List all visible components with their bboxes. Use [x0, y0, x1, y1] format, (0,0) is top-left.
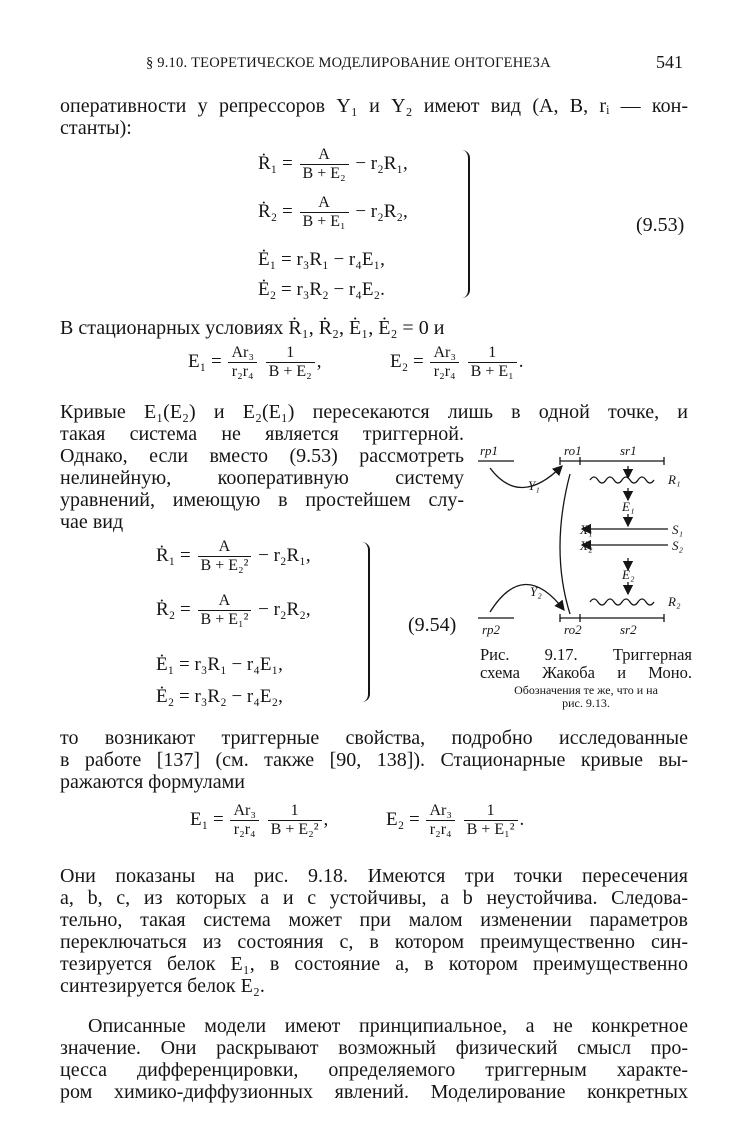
- paragraph-line: станты):: [60, 117, 132, 139]
- fraction: [300, 194, 349, 231]
- denominator: B + E₁²: [198, 610, 252, 629]
- equation-lhs: E₁ =: [190, 808, 224, 830]
- numerator: A: [318, 146, 330, 163]
- equation-lhs: Ṙ₁ =: [156, 544, 191, 566]
- label-sr1: sr1: [620, 443, 637, 458]
- paragraph-line: синтезируется белок E₂.: [60, 975, 265, 997]
- label-y1: Y₁: [528, 478, 540, 493]
- punctuation: ,: [323, 808, 329, 830]
- equation-lhs: Ṙ₂ =: [258, 200, 293, 222]
- fraction: [230, 802, 258, 839]
- label-sr2: sr2: [620, 622, 637, 637]
- paragraph-line: нелинейную, кооперативную систему: [60, 467, 464, 489]
- paragraph-line: цесса дифференцировки, определяемого триггерным характе-: [60, 1059, 688, 1081]
- figure-caption-note: Обозначения те же, что и на: [514, 683, 658, 697]
- numerator: Ar₃: [429, 802, 452, 819]
- equation-brace: [458, 150, 470, 298]
- label-r2: R₂: [668, 594, 681, 609]
- label-x1: X₁: [580, 522, 593, 537]
- equation-number: (9.54): [408, 614, 457, 636]
- equation-lhs: Ṙ₂ =: [156, 598, 191, 620]
- fraction: [464, 802, 518, 839]
- numerator: 1: [488, 344, 497, 361]
- numerator: A: [318, 194, 330, 211]
- paragraph-line: Описанные модели имеют принципиальное, а не конкретное: [88, 1015, 688, 1037]
- fraction: [228, 344, 256, 381]
- label-x2: X₂: [580, 538, 593, 553]
- equation-tail: − r₂R₂,: [258, 598, 311, 620]
- equation-row: Ė₂ = r₃R₂ − r₄E₂.: [258, 279, 385, 300]
- paragraph-line: уравнений, имеющую в простейшем слу-: [60, 489, 464, 511]
- paragraph-line: переключаться из состояния c, в котором преимущественно син-: [60, 931, 688, 953]
- fraction: [300, 146, 349, 183]
- paragraph-line: a, b, c, из которых a и c устойчивы, а b неустойчива. Следова-: [60, 887, 688, 909]
- equation-row: [258, 146, 408, 183]
- fraction: [468, 344, 517, 381]
- equation-tail: − r₂R₂,: [355, 200, 408, 222]
- denominator: B + E₂²: [268, 820, 322, 839]
- label-ro1: ro1: [564, 443, 582, 458]
- stationary-formula-e1: [190, 802, 328, 839]
- paragraph-line: Однако, если вместо (9.53) рассмотреть: [60, 445, 464, 467]
- denominator: B + E₁²: [464, 820, 518, 839]
- numerator: A: [218, 538, 231, 555]
- equation-tail: − r₂R₁,: [258, 544, 311, 566]
- equation-row: [258, 194, 408, 231]
- punctuation: .: [519, 808, 525, 830]
- figure-9-17-diagram: [468, 440, 704, 640]
- paragraph-line: тельно, такая система может при малом изменении параметров: [60, 909, 688, 931]
- fraction: [198, 592, 252, 629]
- numerator: Ar₃: [233, 802, 256, 819]
- equation-tail: − r₂R₁,: [355, 152, 408, 174]
- denominator: r₂r₄: [430, 362, 458, 381]
- fraction: [426, 802, 454, 839]
- fraction: [198, 538, 252, 575]
- paragraph-line: В стационарных условиях Ṙ₁, Ṙ₂, Ė₁, Ė₂ = 0 и: [60, 317, 445, 339]
- label-s1: S₁: [672, 522, 684, 537]
- denominator: r₂r₄: [228, 362, 256, 381]
- label-r1: R₁: [668, 472, 681, 487]
- stationary-formula-e2: [390, 344, 523, 381]
- denominator: B + E₁: [468, 362, 517, 381]
- figure-caption: схема Жакоба и Моно.: [480, 663, 692, 682]
- paragraph-line: ром химико-диффузионных явлений. Моделирование конкретных: [60, 1081, 688, 1103]
- numerator: A: [218, 592, 231, 609]
- label-rp1: rp1: [480, 443, 499, 458]
- paragraph-line: значение. Они раскрывают возможный физический смысл про-: [60, 1037, 688, 1059]
- denominator: B + E₁: [300, 212, 349, 231]
- equation-row: Ė₂ = r₃R₂ − r₄E₂,: [156, 686, 283, 707]
- paragraph-line: ражаются формулами: [60, 771, 245, 793]
- denominator: B + E₂²: [198, 556, 252, 575]
- equation-lhs: Ṙ₁ =: [258, 152, 293, 174]
- fraction: [268, 802, 322, 839]
- numerator: Ar₃: [231, 344, 254, 361]
- numerator: 1: [486, 802, 495, 819]
- punctuation: .: [518, 350, 524, 372]
- figure-caption-note: рис. 9.13.: [562, 696, 610, 710]
- paragraph-line: то возникают триггерные свойства, подробно исследованные: [60, 727, 688, 749]
- paragraph-line: в работе [137] (см. также [90, 138]). Стационарные кривые вы-: [60, 749, 688, 771]
- equation-row: [156, 538, 311, 575]
- label-ro2: ro2: [564, 622, 582, 637]
- paragraph-line: оперативности у репрессоров Y₁ и Y₂ имеют вид (A, B, rᵢ — кон-: [60, 95, 688, 117]
- equation-row: [156, 592, 311, 629]
- denominator: B + E₂: [300, 164, 349, 183]
- running-header: § 9.10. ТЕОРЕТИЧЕСКОЕ МОДЕЛИРОВАНИЕ ОНТОГЕНЕЗА: [146, 55, 551, 71]
- equation-lhs: E₂ =: [386, 808, 420, 830]
- label-s2: S₂: [672, 538, 684, 553]
- paragraph-line: чае вид: [60, 511, 124, 533]
- equation-number: (9.53): [636, 214, 685, 236]
- punctuation: ,: [316, 350, 322, 372]
- fraction: [266, 344, 315, 381]
- paragraph-line: тезируется белок E₁, в состояние a, в котором преимущественно: [60, 953, 688, 975]
- numerator: 1: [286, 344, 295, 361]
- denominator: r₂r₄: [426, 820, 454, 839]
- equation-row: Ė₁ = r₃R₁ − r₄E₁,: [258, 249, 385, 270]
- equation-lhs: E₂ =: [390, 350, 424, 372]
- equation-row: Ė₁ = r₃R₁ − r₄E₁,: [156, 654, 283, 675]
- paragraph-line: такая система не является триггерной.: [60, 423, 464, 445]
- paragraph-line: Они показаны на рис. 9.18. Имеются три точки пересечения: [60, 865, 688, 887]
- numerator: Ar₃: [433, 344, 456, 361]
- label-y2: Y₂: [530, 584, 542, 599]
- denominator: r₂r₄: [230, 820, 258, 839]
- stationary-formula-e2: [386, 802, 524, 839]
- equation-lhs: E₁ =: [188, 350, 222, 372]
- equation-brace: [358, 542, 370, 702]
- page-number: 541: [656, 52, 683, 72]
- label-e2: E₂: [622, 567, 635, 582]
- label-e1: E₁: [622, 499, 635, 514]
- figure-caption: Рис. 9.17. Триггерная: [480, 645, 692, 664]
- numerator: 1: [290, 802, 299, 819]
- stationary-formula-e1: [188, 344, 321, 381]
- denominator: B + E₂: [266, 362, 315, 381]
- paragraph-line: Кривые E₁(E₂) и E₂(E₁) пересекаются лишь в одной точке, и: [60, 401, 688, 423]
- label-rp2: rp2: [482, 622, 501, 637]
- fraction: [430, 344, 458, 381]
